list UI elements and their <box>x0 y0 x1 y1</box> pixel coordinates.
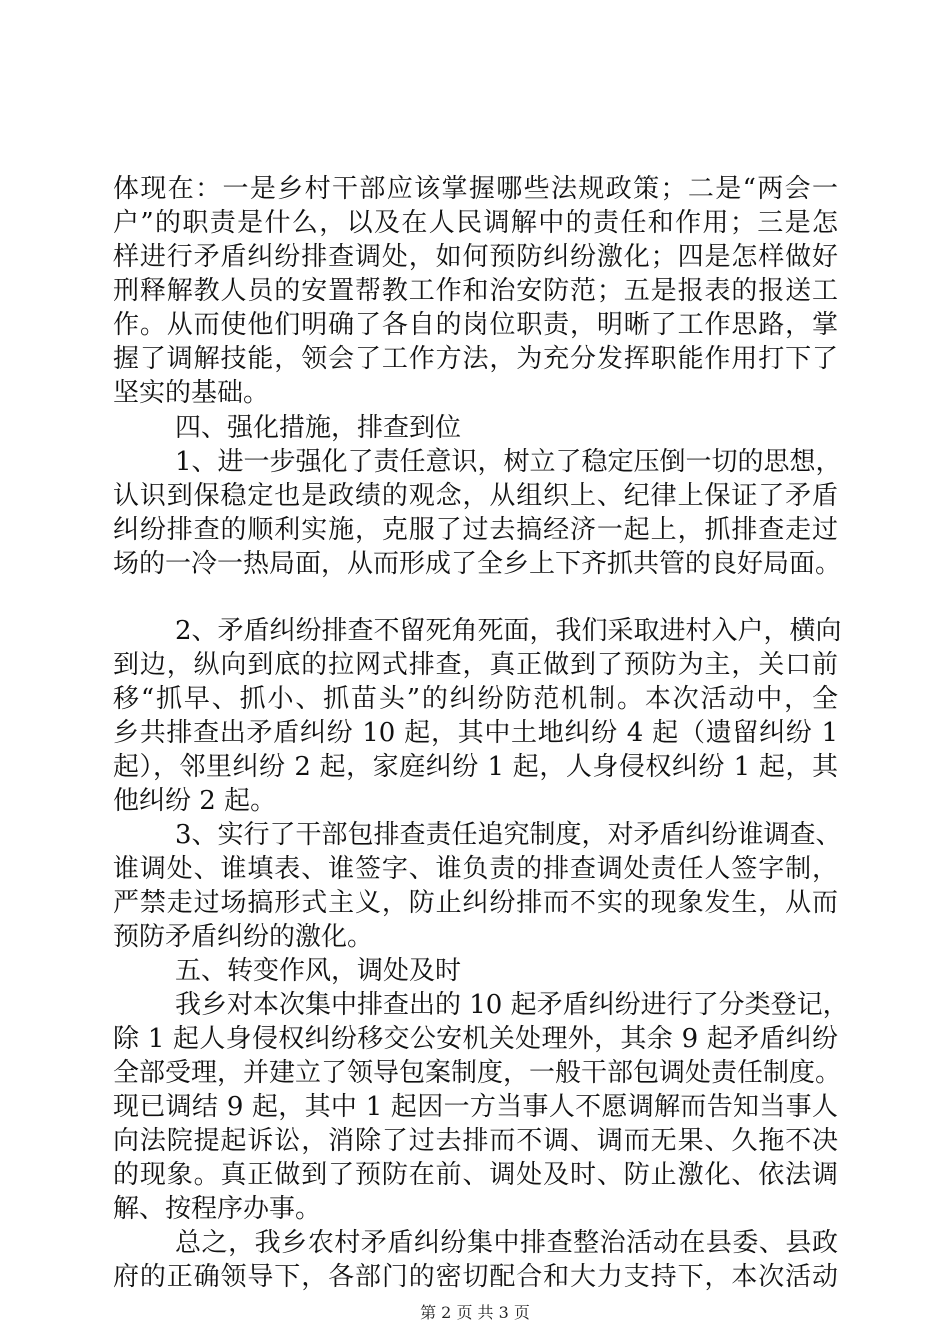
text-line: 他纠纷 2 起。 <box>113 786 277 816</box>
text-line: 起），邻里纠纷 2 起，家庭纠纷 1 起，人身侵权纠纷 1 起，其 <box>113 752 838 782</box>
text-line: 坚实的基础。 <box>113 378 270 408</box>
page-footer: 第 2 页 共 3 页 <box>420 1303 530 1322</box>
text-line: 户”的职责是什么，以及在人民调解中的责任和作用；三是怎 <box>113 208 838 238</box>
text-line: 1、进一步强化了责任意识，树立了稳定压倒一切的思想， <box>175 447 842 477</box>
text-line: 乡共排查出矛盾纠纷 10 起，其中土地纠纷 4 起（遗留纠纷 1 <box>113 718 838 748</box>
text-line: 纠纷排查的顺利实施，克服了过去搞经济一起上，抓排查走过 <box>113 515 838 545</box>
text-line: 样进行矛盾纠纷排查调处，如何预防纠纷激化；四是怎样做好 <box>113 242 838 272</box>
text-line: 场的一冷一热局面，从而形成了全乡上下齐抓共管的良好局面。 <box>113 549 842 579</box>
section-heading: 五、转变作风，调处及时 <box>175 956 462 986</box>
text-line: 解、按程序办事。 <box>113 1194 322 1224</box>
text-line: 预防矛盾纠纷的激化。 <box>113 922 374 952</box>
text-line: 现已调结 9 起，其中 1 起因一方当事人不愿调解而告知当事人 <box>113 1092 838 1122</box>
text-line: 府的正确领导下，各部门的密切配合和大力支持下，本次活动 <box>113 1262 838 1292</box>
text-line: 认识到保稳定也是政绩的观念，从组织上、纪律上保证了矛盾 <box>113 481 838 511</box>
text-line: 3、实行了干部包排查责任追究制度，对矛盾纠纷谁调查、 <box>175 820 842 850</box>
text-line: 移“抓早、抓小、抓苗头”的纠纷防范机制。本次活动中，全 <box>113 684 838 714</box>
text-line: 全部受理，并建立了领导包案制度，一般干部包调处责任制度。 <box>113 1058 842 1088</box>
text-line: 作。从而使他们明确了各自的岗位职责，明晰了工作思路，掌 <box>113 310 838 340</box>
text-line: 总之，我乡农村矛盾纠纷集中排查整治活动在县委、县政 <box>175 1228 838 1258</box>
section-heading: 四、强化措施，排查到位 <box>175 413 462 443</box>
text-line: 体现在：一是乡村干部应该掌握哪些法规政策；二是“两会一 <box>113 174 838 204</box>
text-line: 除 1 起人身侵权纠纷移交公安机关处理外，其余 9 起矛盾纠纷 <box>113 1024 838 1054</box>
text-line: 刑释解教人员的安置帮教工作和治安防范；五是报表的报送工 <box>113 276 838 306</box>
text-line: 到边，纵向到底的拉网式排查，真正做到了预防为主，关口前 <box>113 650 838 680</box>
text-line: 向法院提起诉讼，消除了过去排而不调、调而无果、久拖不决 <box>113 1126 838 1156</box>
text-line: 的现象。真正做到了预防在前、调处及时、防止激化、依法调 <box>113 1160 838 1190</box>
text-line: 我乡对本次集中排查出的 10 起矛盾纠纷进行了分类登记， <box>175 990 849 1020</box>
text-line: 谁调处、谁填表、谁签字、谁负责的排查调处责任人签字制， <box>113 854 838 884</box>
text-line: 握了调解技能，领会了工作方法，为充分发挥职能作用打下了 <box>113 344 838 374</box>
text-line: 严禁走过场搞形式主义，防止纠纷排而不实的现象发生，从而 <box>113 888 838 918</box>
text-line: 2、矛盾纠纷排查不留死角死面，我们采取进村入户，横向 <box>175 616 842 646</box>
